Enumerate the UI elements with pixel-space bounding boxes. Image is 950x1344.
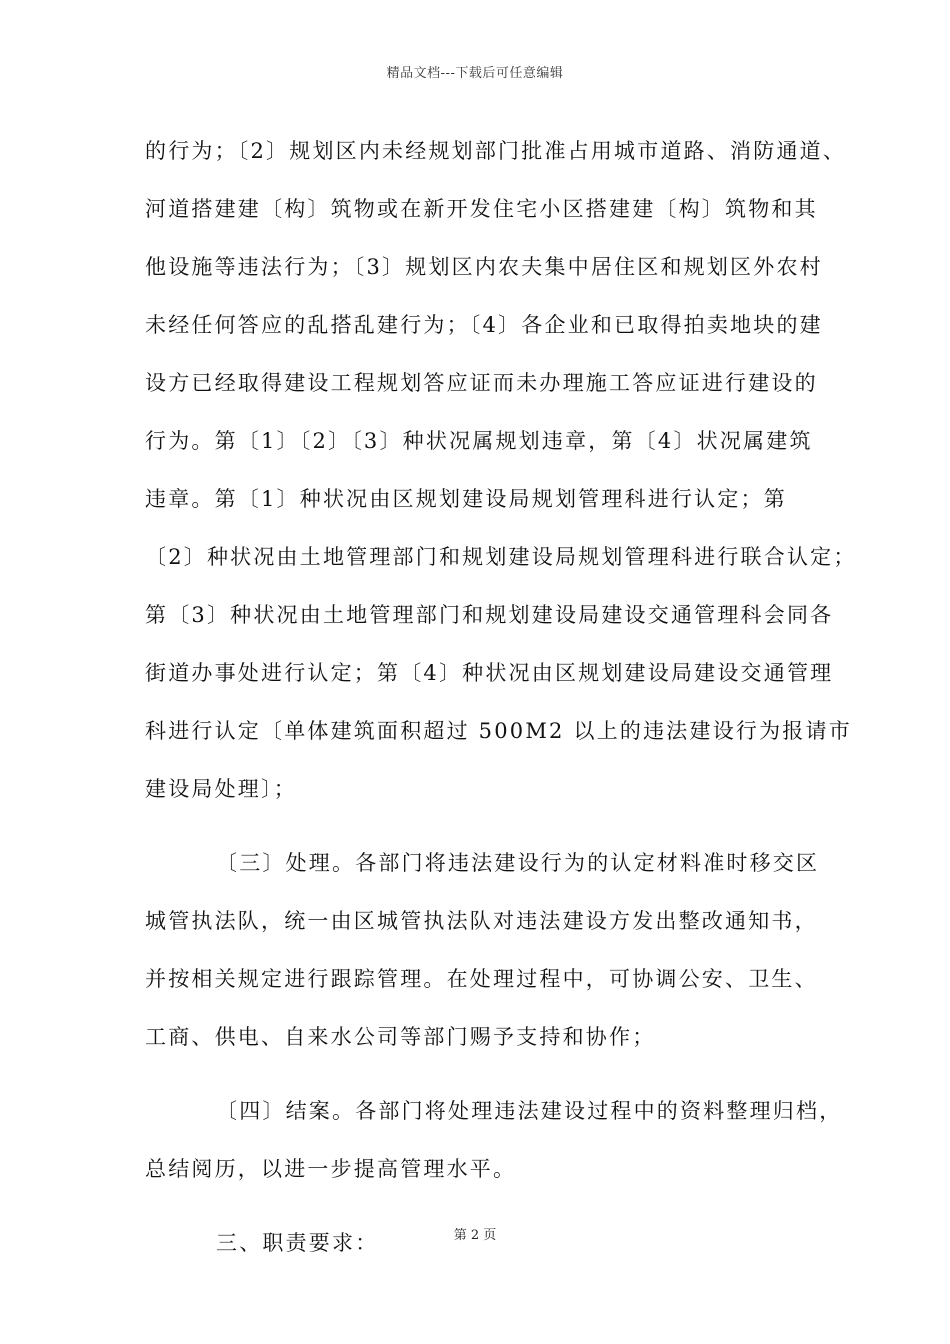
body-line: 行为。第〔1〕〔2〕〔3〕种状况属规划违章，第〔4〕状况属建筑 (145, 429, 813, 453)
body-line: 他设施等违法行为；〔3〕规划区内农夫集中居住区和规划区外农村 (145, 255, 823, 279)
body-line: 违章。第〔1〕种状况由区规划建设局规划管理科进行认定；第 (145, 487, 787, 511)
page-header: 精品文档---下载后可任意编辑 (386, 66, 564, 81)
page-number: 第 2 页 (453, 1228, 497, 1243)
body-line: 〔三〕处理。各部门将违法建设行为的认定材料准时移交区 (216, 851, 820, 875)
body-line: 设方已经取得建设工程规划答应证而未办理施工答应证进行建设的 (145, 371, 818, 395)
document-body (145, 131, 857, 1281)
body-line: 城管执法队，统一由区城管执法队对违法建设方发出整改通知书， (145, 909, 818, 933)
body-line: 第〔3〕种状况由土地管理部门和规划建设局建设交通管理科会同各 (145, 603, 834, 627)
body-line: 建设局处理〕； (145, 777, 297, 801)
body-line: 科进行认定〔单体建筑面积超过 500M2 以上的违法建设行为报请市 (145, 719, 852, 743)
body-line: 街道办事处进行认定；第〔4〕种状况由区规划建设局建设交通管理 (145, 661, 834, 685)
body-line: 工商、供电、自来水公司等部门赐予支持和协作； (145, 1025, 656, 1049)
body-line: 总结阅历，以进一步提高管理水平。 (145, 1157, 517, 1181)
paragraph-gap (145, 1207, 825, 1223)
body-line: 〔四〕结案。各部门将处理违法建设过程中的资料整理归档， (216, 1099, 843, 1123)
body-line: 河道搭建建〔构〕筑物或在新开发住宅小区搭建建〔构〕筑物和其 (145, 197, 818, 221)
section-heading: 三、职责要求： (216, 1231, 379, 1255)
body-line: 未经任何答应的乱搭乱建行为；〔4〕各企业和已取得拍卖地块的建 (145, 313, 823, 337)
paragraph-gap (145, 1075, 825, 1091)
body-line: 并按相关规定进行跟踪管理。在处理过程中，可协调公安、卫生、 (145, 967, 818, 991)
body-line: 〔2〕种状况由土地管理部门和规划建设局规划管理科进行联合认定； (145, 545, 857, 569)
body-line: 的行为；〔2〕规划区内未经规划部门批准占用城市道路、消防通道、 (145, 139, 847, 163)
paragraph-gap (145, 827, 825, 843)
